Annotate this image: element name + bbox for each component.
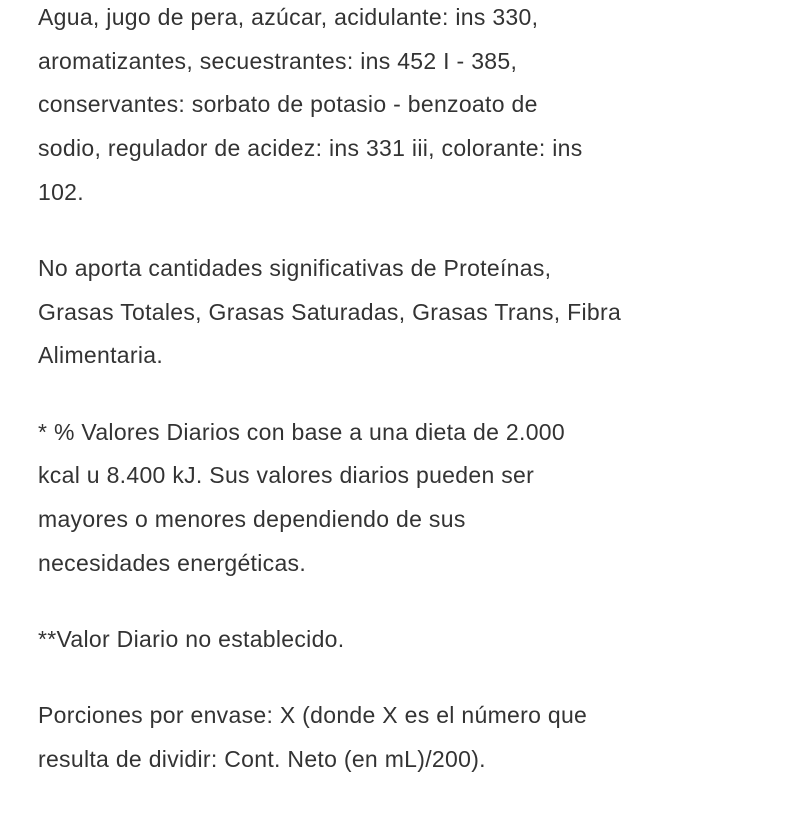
- text-line: Alimentaria.: [38, 342, 164, 369]
- non-significant-nutrients-paragraph: [38, 247, 778, 378]
- text-line: **Valor Diario no establecido.: [38, 625, 345, 652]
- nutrition-info-text: [38, 0, 778, 814]
- text-line: Porciones por envase: X (donde X es el número que: [38, 701, 588, 728]
- text-line: No aporta cantidades significativas de Proteínas,: [38, 254, 552, 281]
- text-line: * % Valores Diarios con base a una dieta de 2.000: [38, 418, 565, 445]
- text-line: mayores o menores dependiendo de sus: [38, 505, 466, 532]
- text-line: necesidades energéticas.: [38, 549, 307, 576]
- ingredients-paragraph: [38, 0, 778, 214]
- daily-value-not-established-note: [38, 618, 778, 662]
- text-line: sodio, regulador de acidez: ins 331 iii, colorante: ins: [38, 135, 583, 162]
- daily-values-note: [38, 411, 778, 586]
- text-line: conservantes: sorbato de potasio - benzoato de: [38, 91, 538, 118]
- text-line: aromatizantes, secuestrantes: ins 452 I - 385,: [38, 47, 518, 74]
- text-line: Agua, jugo de pera, azúcar, acidulante: ins 330,: [38, 4, 539, 30]
- text-line: Grasas Totales, Grasas Saturadas, Grasas Trans, Fibra: [38, 298, 622, 325]
- text-line: kcal u 8.400 kJ. Sus valores diarios pueden ser: [38, 462, 535, 489]
- servings-per-container-note: [38, 694, 778, 781]
- text-line: 102.: [38, 178, 84, 205]
- text-line: resulta de dividir: Cont. Neto (en mL)/200).: [38, 745, 486, 772]
